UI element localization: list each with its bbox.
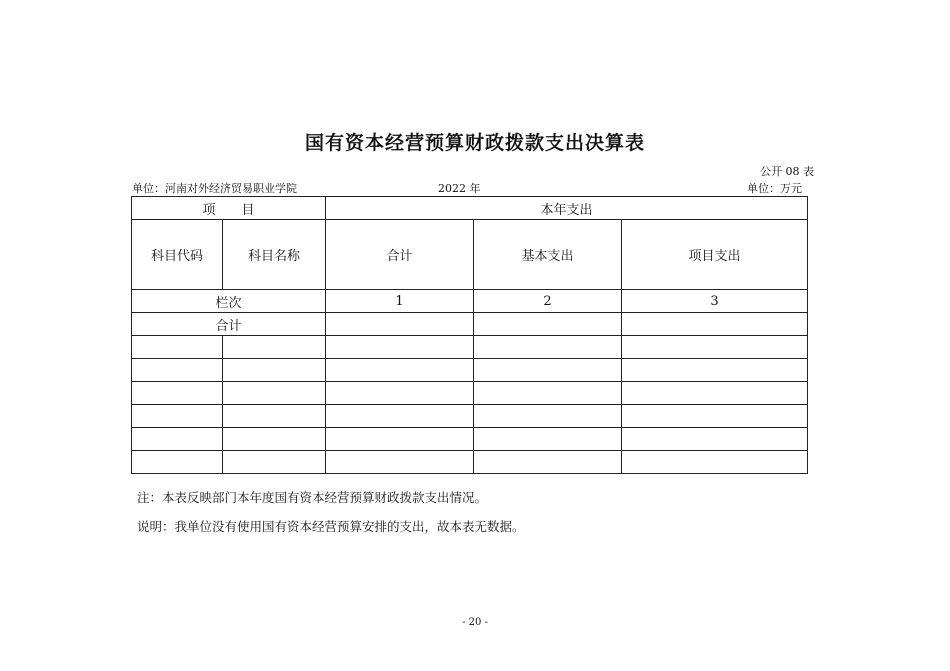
report-year: 2022 年 <box>438 182 481 195</box>
row-subject-name <box>223 405 326 428</box>
col-project-expenditure: 项目支出 <box>622 220 808 290</box>
reporting-unit: 单位：河南对外经济贸易职业学院 <box>132 182 297 195</box>
row-subject-code <box>132 428 223 451</box>
row-total <box>326 359 474 382</box>
row-basic <box>474 405 622 428</box>
row-subject-name <box>223 451 326 474</box>
header-current-year-expenditure: 本年支出 <box>326 197 808 220</box>
table-header-row <box>132 197 808 220</box>
row-total <box>326 382 474 405</box>
table-explanation: 说明：我单位没有使用国有资本经营预算安排的支出，故本表无数据。 <box>137 519 525 534</box>
total-row-project <box>622 313 808 336</box>
row-subject-code <box>132 451 223 474</box>
row-project <box>622 336 808 359</box>
row-subject-code <box>132 405 223 428</box>
currency-unit: 单位：万元 <box>747 182 802 195</box>
table-row <box>132 382 808 405</box>
table-note: 注：本表反映部门本年度国有资本经营预算财政拨款支出情况。 <box>137 490 488 505</box>
column-number-basic: 2 <box>474 290 622 313</box>
row-basic <box>474 359 622 382</box>
table-row <box>132 405 808 428</box>
row-project <box>622 428 808 451</box>
column-number-total: 1 <box>326 290 474 313</box>
table-subheader-row <box>132 220 808 290</box>
form-number: 公开 08 表 <box>760 165 814 178</box>
row-total <box>326 336 474 359</box>
column-number-row <box>132 290 808 313</box>
row-subject-name <box>223 336 326 359</box>
column-number-label: 栏次 <box>132 290 326 313</box>
table-row <box>132 428 808 451</box>
row-basic <box>474 336 622 359</box>
row-project <box>622 451 808 474</box>
row-basic <box>474 382 622 405</box>
row-basic <box>474 428 622 451</box>
row-total <box>326 405 474 428</box>
row-project <box>622 382 808 405</box>
row-subject-name <box>223 359 326 382</box>
total-row-basic <box>474 313 622 336</box>
table-row <box>132 336 808 359</box>
col-subject-code: 科目代码 <box>132 220 223 290</box>
row-total <box>326 428 474 451</box>
budget-expenditure-table <box>131 196 808 474</box>
row-project <box>622 359 808 382</box>
col-basic-expenditure: 基本支出 <box>474 220 622 290</box>
row-total <box>326 451 474 474</box>
header-project: 项 目 <box>132 197 326 220</box>
row-subject-code <box>132 336 223 359</box>
row-project <box>622 405 808 428</box>
row-subject-code <box>132 359 223 382</box>
document-title: 国有资本经营预算财政拨款支出决算表 <box>304 132 645 154</box>
row-subject-name <box>223 382 326 405</box>
total-row-label: 合计 <box>132 313 326 336</box>
table-row <box>132 359 808 382</box>
row-subject-code <box>132 382 223 405</box>
row-subject-name <box>223 428 326 451</box>
total-row-total <box>326 313 474 336</box>
total-row <box>132 313 808 336</box>
column-number-project: 3 <box>622 290 808 313</box>
col-total: 合计 <box>326 220 474 290</box>
row-basic <box>474 451 622 474</box>
col-subject-name: 科目名称 <box>223 220 326 290</box>
page-number: - 20 - <box>462 617 488 628</box>
table-row <box>132 451 808 474</box>
